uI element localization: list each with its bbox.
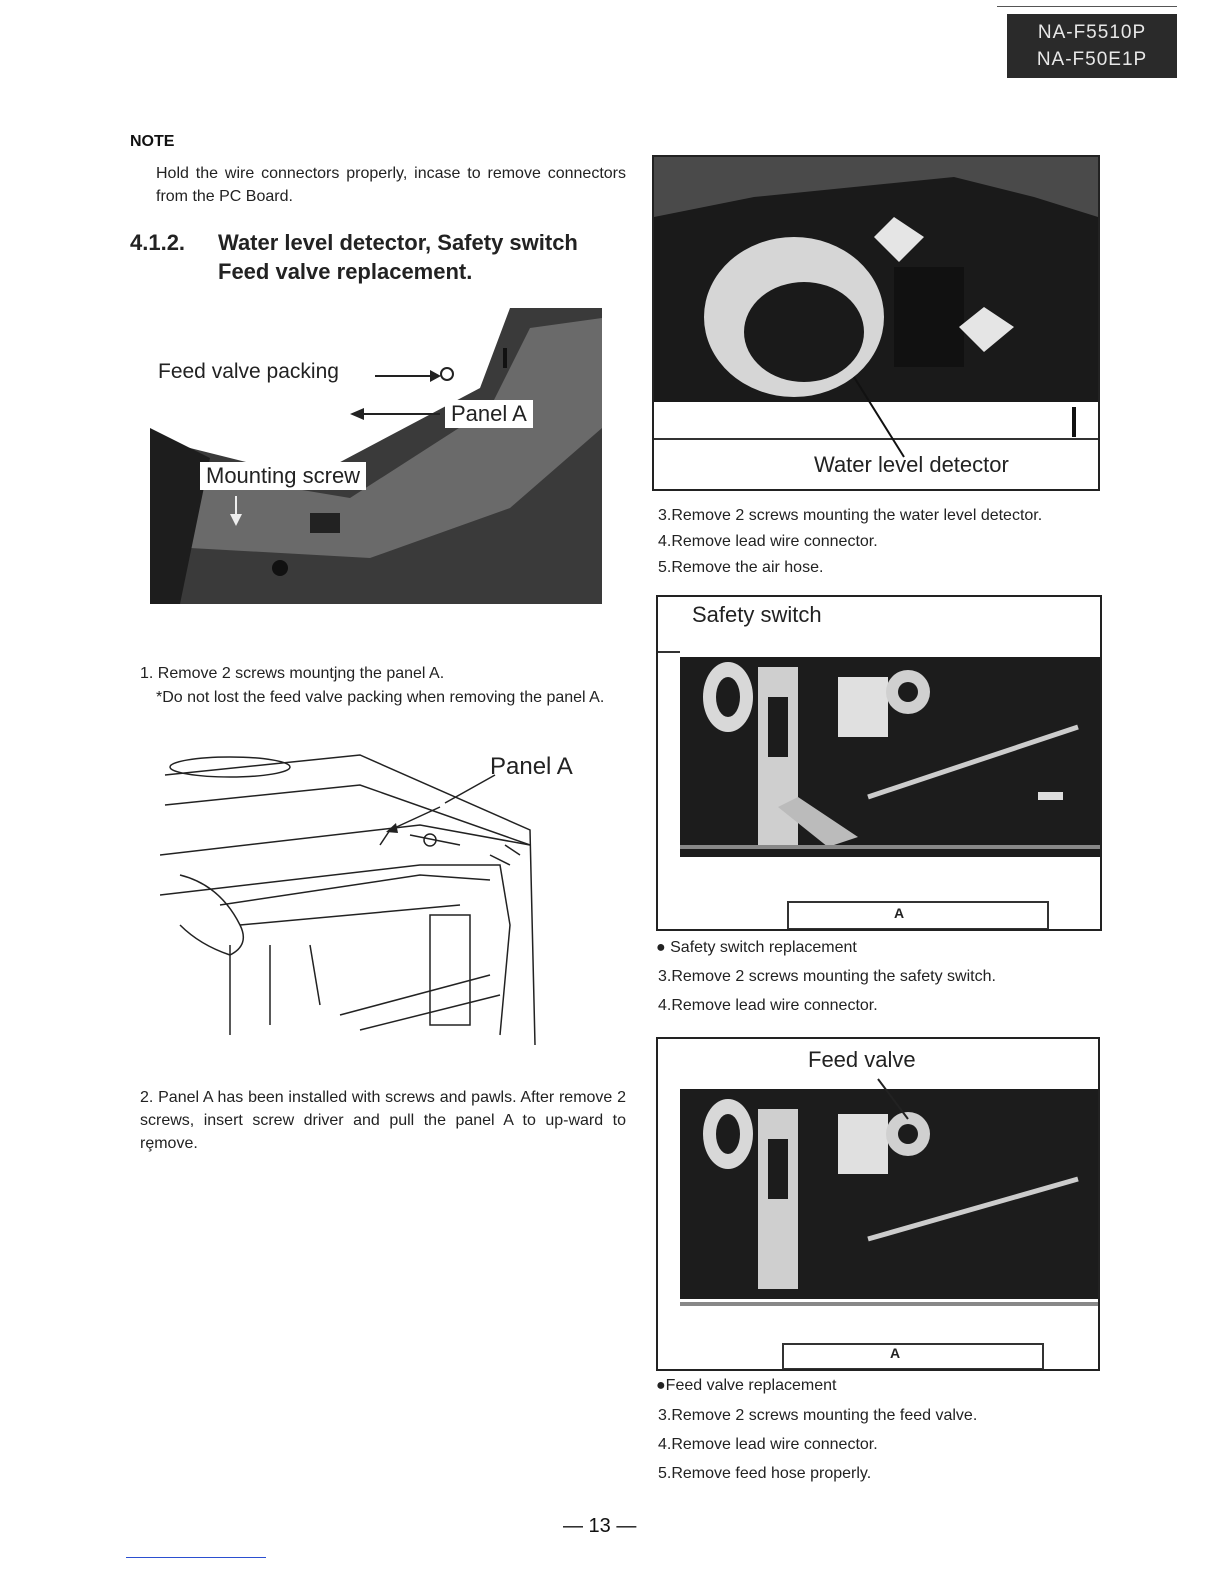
note-text: Hold the wire connectors properly, incase to remove connectors from the PC Board.	[156, 165, 626, 205]
screw-arrow-icon	[228, 496, 244, 526]
safety-heading-text: Safety switch replacement	[670, 939, 857, 956]
safety-switch-figure	[656, 595, 1102, 931]
panel-arrow-icon	[350, 406, 440, 422]
water-level-detector-label: Water level detector	[814, 452, 1009, 477]
feed-heading	[656, 1374, 836, 1397]
safety-marker: A	[894, 905, 905, 921]
packing-arrow-icon	[375, 366, 455, 386]
safety-step-3: 3.Remove 2 screws mounting the safety switch.	[658, 968, 996, 985]
panel-a-label: Panel A	[445, 400, 533, 428]
water-step-5: 5.Remove the air hose.	[658, 559, 824, 576]
header-rule	[997, 6, 1177, 7]
page-number: — 13 —	[563, 1515, 637, 1537]
water-step-4: 4.Remove lead wire connector.	[658, 533, 878, 550]
model-number-box	[1007, 14, 1177, 78]
note-heading: NOTE	[130, 133, 175, 150]
section-number: 4.1.2.	[130, 230, 186, 255]
bullet-icon: ●	[656, 939, 666, 956]
feed-step-4: 4.Remove lead wire connector.	[658, 1436, 878, 1453]
safety-heading	[656, 936, 857, 959]
water-level-detector-figure	[652, 155, 1100, 491]
safety-step-4: 4.Remove lead wire connector.	[658, 997, 878, 1014]
water-step-3: 3.Remove 2 screws mounting the water level detector.	[658, 507, 1043, 524]
step-1-line-2: *Do not lost the feed valve packing when removing the panel A.	[156, 689, 605, 706]
bullet-icon: ●	[656, 1377, 666, 1394]
feed-step-5: 5.Remove feed hose properly.	[658, 1465, 872, 1482]
step-1-line-1: 1. Remove 2 screws mountjng the panel A.	[140, 665, 445, 682]
mounting-screw-label: Mounting screw	[200, 462, 366, 490]
panel-a-photo	[150, 308, 602, 604]
panel-a-drawing-label: Panel A	[490, 753, 573, 780]
panel-a-drawing	[160, 745, 600, 1045]
footer-rule	[126, 1557, 266, 1558]
feed-heading-text: Feed valve replacement	[665, 1377, 837, 1394]
feed-step-3: 3.Remove 2 screws mounting the feed valve.	[658, 1407, 978, 1424]
step-2-text: 2. Panel A has been installed with screws and pawls. After remove 2 screws, insert screw driver and pull the panel A to up-ward to rȩmove.	[140, 1089, 626, 1152]
feed-marker: A	[890, 1345, 901, 1361]
feed-valve-label: Feed valve	[808, 1047, 916, 1072]
section-title-line-1: Water level detector, Safety switch	[218, 230, 578, 255]
section-title-line-2: Feed valve replacement.	[218, 259, 473, 284]
safety-switch-label: Safety switch	[692, 602, 822, 627]
feed-valve-packing-label: Feed valve packing	[158, 360, 339, 383]
model-line-1: NA-F5510P	[1037, 22, 1147, 43]
model-line-2: NA-F50E1P	[1036, 49, 1148, 70]
feed-valve-figure	[656, 1037, 1100, 1371]
